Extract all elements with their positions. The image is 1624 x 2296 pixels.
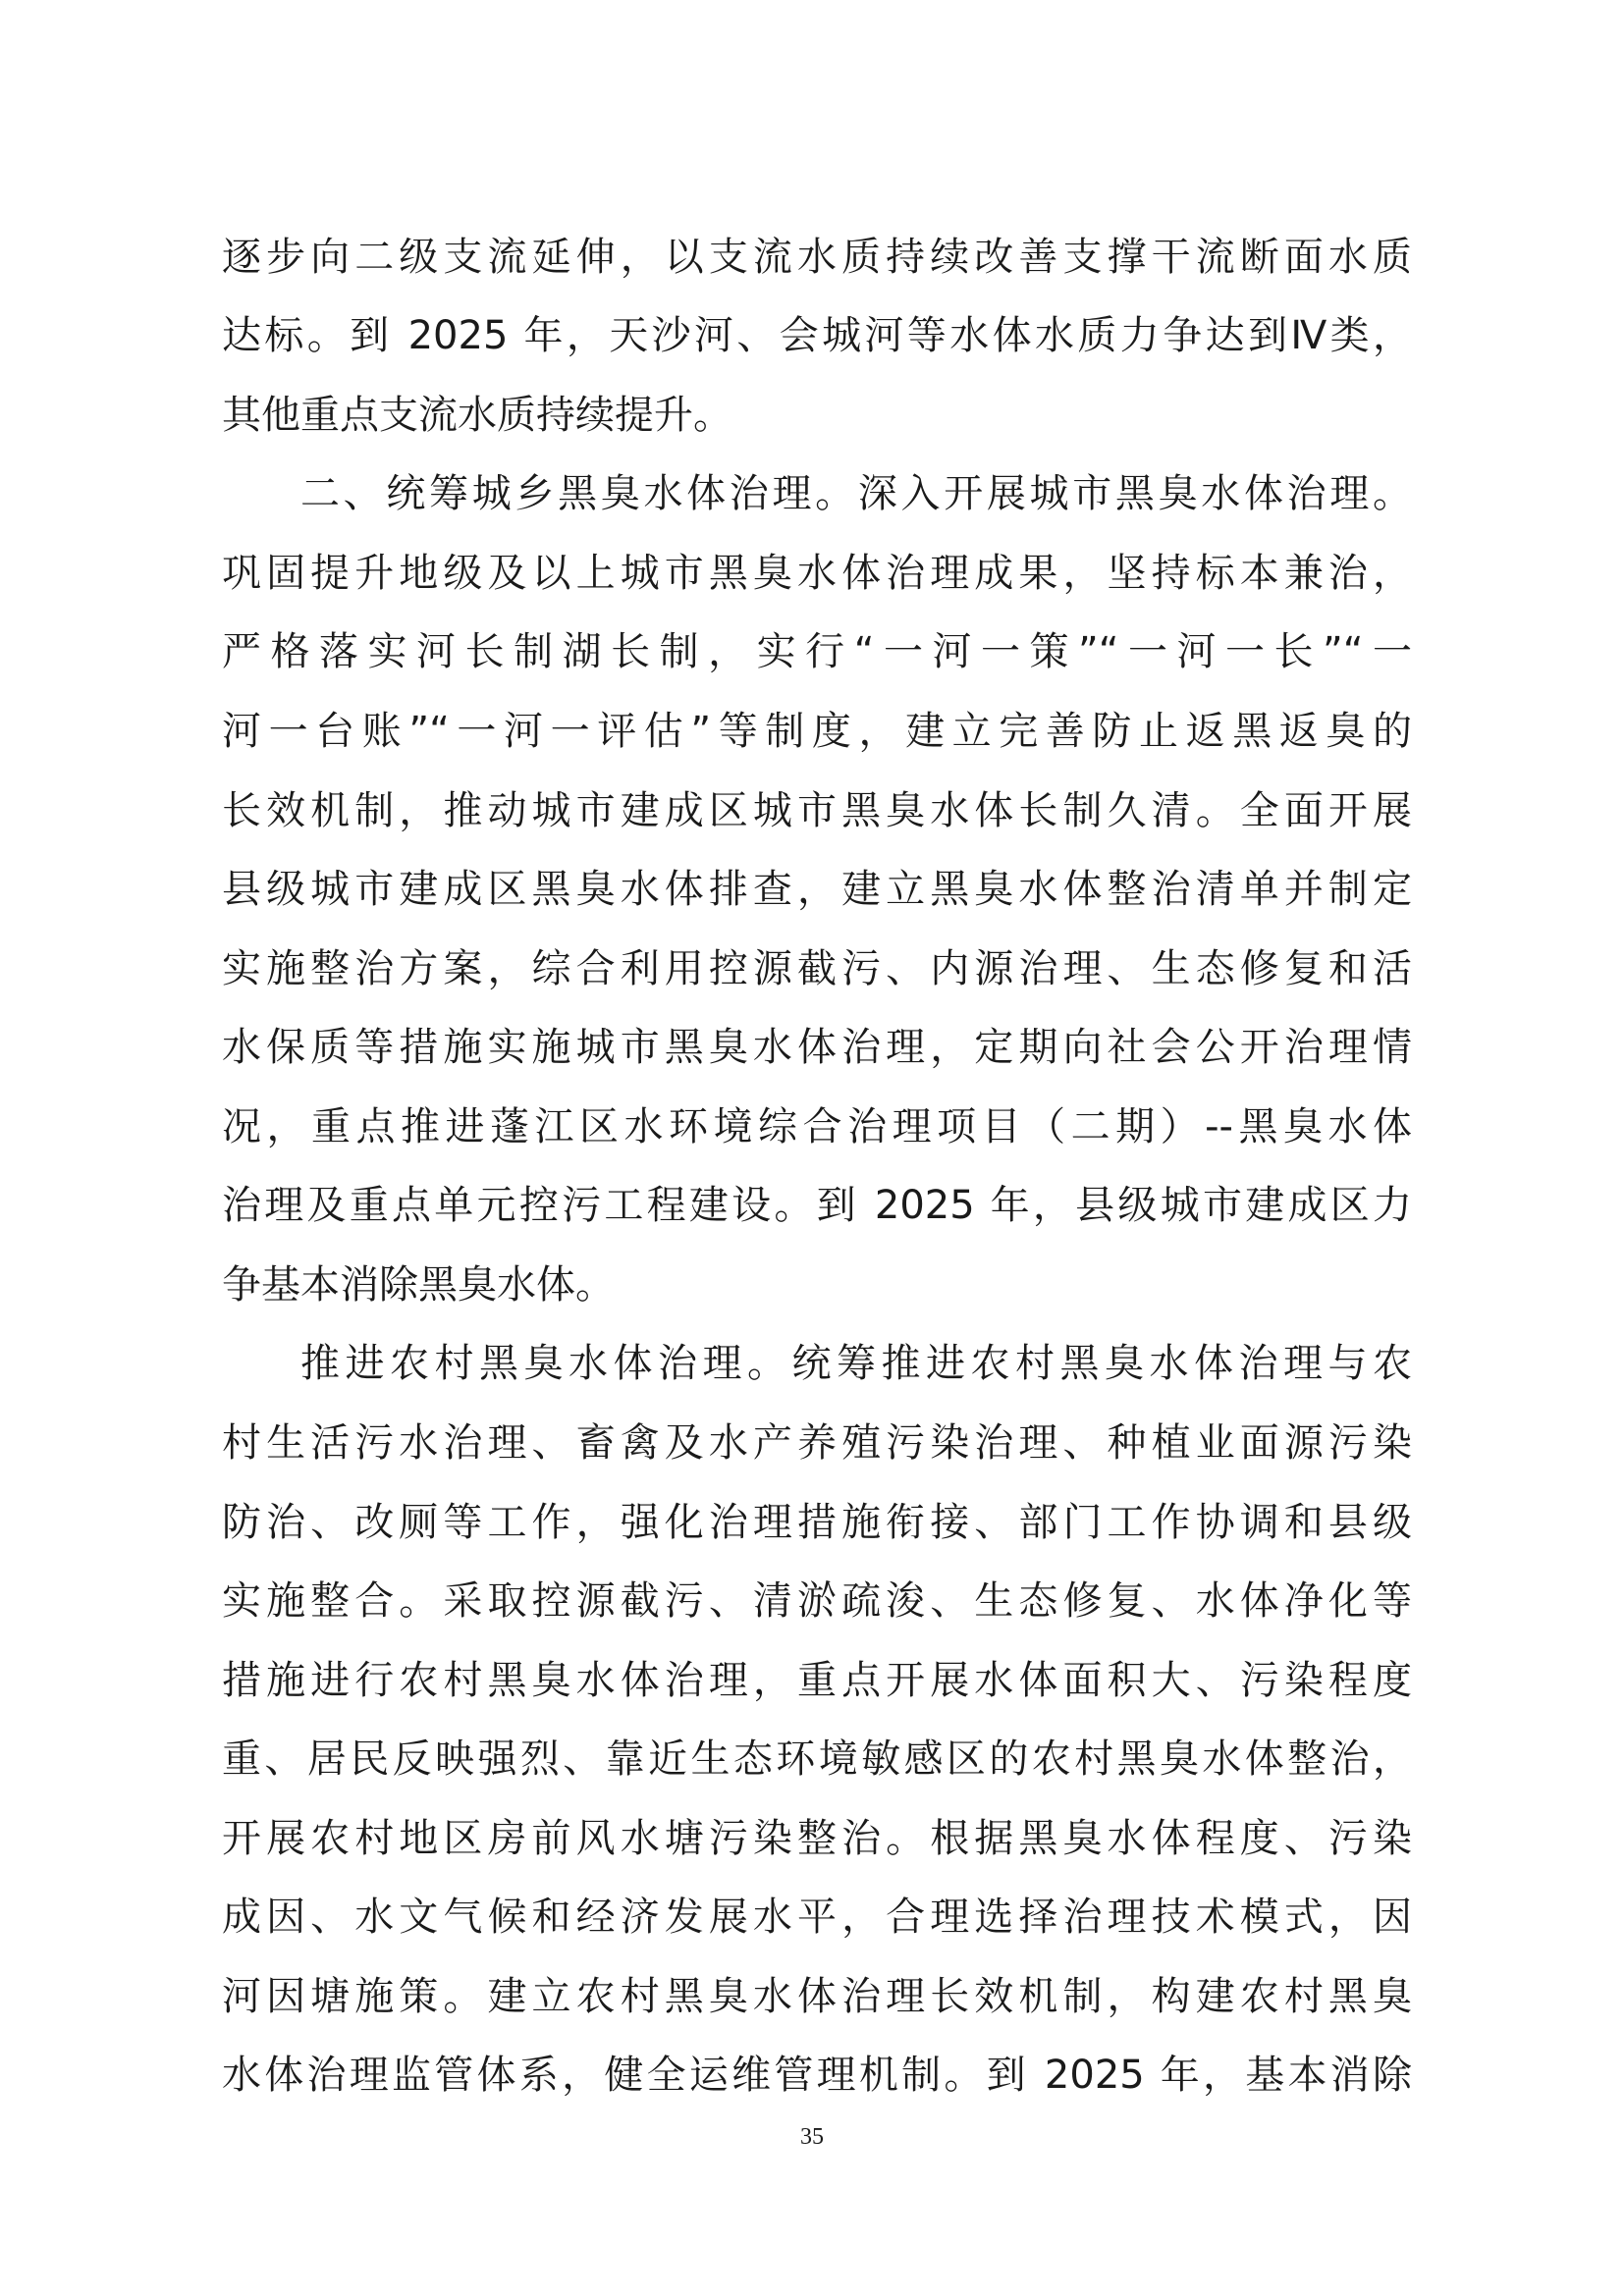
text-line: 村生活污水治理、畜禽及水产养殖污染治理、种植业面源污染	[222, 1420, 1412, 1466]
text-line: 巩固提升地级及以上城市黑臭水体治理成果，坚持标本兼治，	[222, 551, 1412, 596]
text-line: 长效机制，推动城市建成区城市黑臭水体长制久清。全面开展	[222, 788, 1412, 833]
page-number: 35	[800, 2124, 824, 2150]
text-line: 措施进行农村黑臭水体治理，重点开展水体面积大、污染程度	[222, 1658, 1412, 1703]
text-line: 河因塘施策。建立农村黑臭水体治理长效机制，构建农村黑臭	[222, 1974, 1412, 2019]
text-line: 水体治理监管体系，健全运维管理机制。到 2025 年，基本消除	[222, 2053, 1412, 2098]
paragraph-first-line: 二、统筹城乡黑臭水体治理。深入开展城市黑臭水体治理。	[300, 471, 1412, 516]
text-line: 达标。到 2025 年，天沙河、会城河等水体水质力争达到Ⅳ类，	[222, 313, 1412, 358]
text-line: 实施整合。采取控源截污、清淤疏浚、生态修复、水体净化等	[222, 1578, 1412, 1624]
text-line: 况，重点推进蓬江区水环境综合治理项目（二期）--黑臭水体	[222, 1104, 1412, 1149]
text-line: 实施整治方案，综合利用控源截污、内源治理、生态修复和活	[222, 946, 1412, 991]
text-line: 争基本消除黑臭水体。	[222, 1262, 615, 1308]
text-line: 水保质等措施实施城市黑臭水体治理，定期向社会公开治理情	[222, 1025, 1412, 1070]
text-line: 治理及重点单元控污工程建设。到 2025 年，县级城市建成区力	[222, 1183, 1412, 1228]
paragraph-first-line: 推进农村黑臭水体治理。统筹推进农村黑臭水体治理与农	[300, 1341, 1412, 1386]
text-line: 河一台账”“一河一评估”等制度，建立完善防止返黑返臭的	[222, 709, 1412, 754]
text-line: 开展农村地区房前风水塘污染整治。根据黑臭水体程度、污染	[222, 1816, 1412, 1861]
text-line: 县级城市建成区黑臭水体排查，建立黑臭水体整治清单并制定	[222, 867, 1412, 912]
text-line: 成因、水文气候和经济发展水平，合理选择治理技术模式，因	[222, 1895, 1412, 1940]
text-line: 严格落实河长制湖长制，实行“一河一策”“一河一长”“一	[222, 629, 1412, 674]
text-line: 重、居民反映强烈、靠近生态环境敏感区的农村黑臭水体整治，	[222, 1736, 1412, 1782]
text-line: 防治、改厕等工作，强化治理措施衔接、部门工作协调和县级	[222, 1500, 1412, 1545]
text-line: 其他重点支流水质持续提升。	[222, 393, 732, 438]
text-line: 逐步向二级支流延伸，以支流水质持续改善支撑干流断面水质	[222, 235, 1412, 280]
